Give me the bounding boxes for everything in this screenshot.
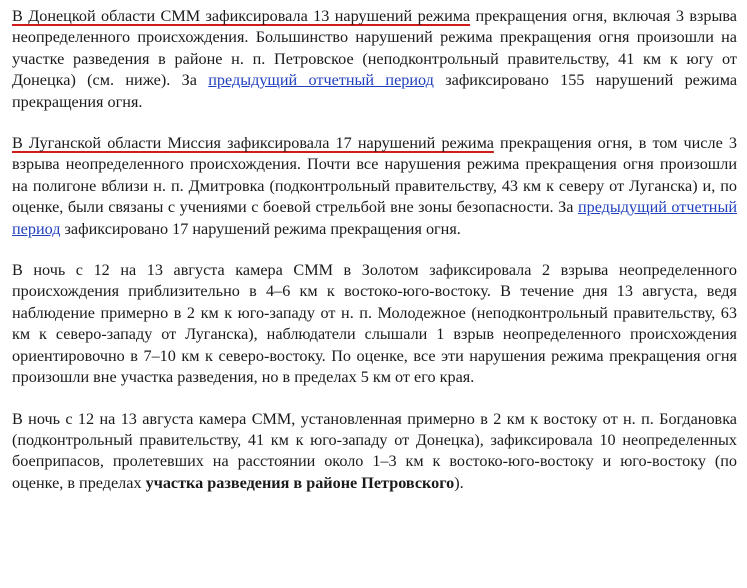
paragraph-donetsk	[12, 6, 737, 113]
bold-text: участка разведения в районе Петровского	[145, 473, 455, 492]
highlighted-text: В Донецкой области СММ зафиксировала 13 нарушений режима	[12, 7, 471, 25]
paragraph-text: зафиксировано 155 нарушений режима прекращения огня.	[12, 71, 738, 111]
previous-period-link[interactable]: предыдущий отчетный период	[208, 71, 434, 90]
paragraph-text: зафиксировано 17 нарушений режима прекращения огня.	[60, 219, 461, 238]
paragraph-text: прекращения огня, включая 3 взрыва неопределенного происхождения. Большинство нарушений режима прекращения огня произошли на участке разведения в районе н. п. Петровское (неподконтрольный правительству, 41 км к югу от Донецка) (см. ниже). За	[12, 7, 737, 90]
paragraph-text: В ночь с 12 на 13 августа камера СММ в Золотом зафиксировала 2 взрыва неопределенного происхождения приблизительно в 4–6 км к востоко-юго-востоку. В течение дня 13 августа, ведя наблюдение примерно в 2 км к юго-западу от н. п. Молодежное (неподконтрольный правительству, 63 км к северо-западу от Луганска), наблюдатели слышали 1 взрыв неопределенного происхождения ориентировочно в 7–10 км к северо-востоку. По оценке, все эти нарушения режима прекращения огня произошли вне участка разведения, но в пределах 5 км от его края.	[12, 261, 737, 387]
paragraph-text: В ночь с 12 на 13 августа камера СММ, установленная примерно в 2 км к востоку от н. п. Богдановка (подконтрольный правительству, 41 км к юго-западу от Донецка), зафиксировала 10 неопределенных боеприпасов, пролетевших на расстоянии около 1–3 км к востоко-юго-востоку и юго-востоку (по оценке, в пределах	[12, 409, 737, 492]
previous-period-link[interactable]: предыдущий отчетный период	[12, 198, 737, 238]
paragraph-text: ).	[454, 473, 464, 492]
paragraph-bohdanivka	[12, 409, 737, 495]
paragraph-luhansk	[12, 133, 737, 240]
paragraph-text: прекращения огня, в том числе 3 взрыва неопределенного происхождения. Почти все нарушения режима прекращения огня произошли на полигоне вблизи н. п. Дмитровка (подконтрольный правительству, 43 км к северу от Луганска) и, по оценке, были связаны с учениями с боевой стрельбой вне зоны безопасности. За	[12, 134, 737, 217]
highlighted-text: В Луганской области Миссия зафиксировала 17 нарушений режима	[12, 134, 494, 153]
paragraph-zolote	[12, 260, 737, 388]
